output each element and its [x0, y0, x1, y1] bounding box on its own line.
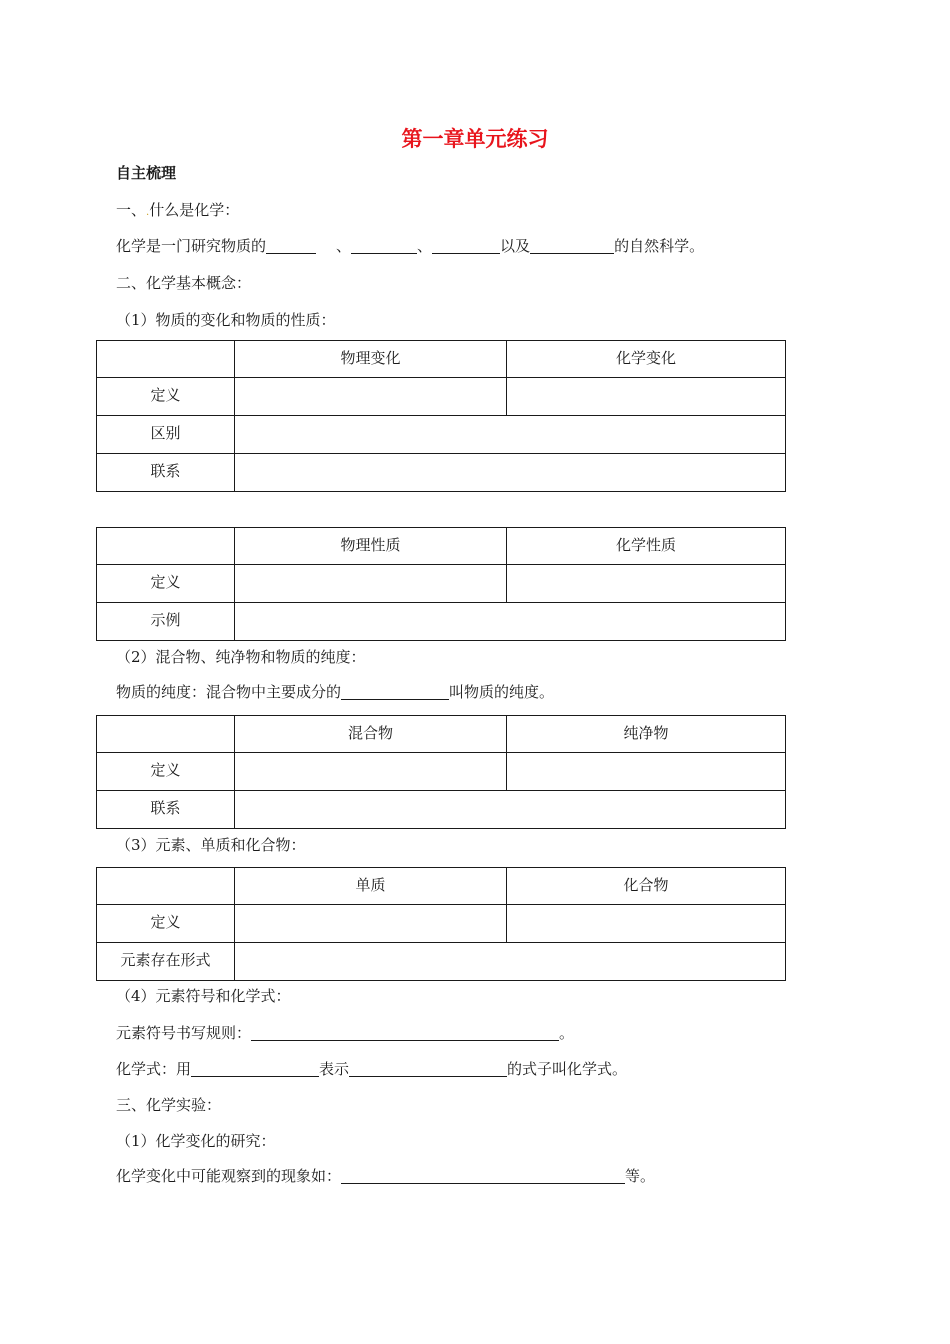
purity-text: 叫物质的纯度。	[449, 683, 555, 701]
fill-blank-4[interactable]	[530, 237, 614, 254]
symbol-rule	[116, 1023, 574, 1043]
table-cell[interactable]	[507, 378, 786, 416]
fill-blank-8[interactable]	[349, 1060, 507, 1077]
col-header: 混合物	[235, 716, 507, 753]
row-header: 定义	[97, 565, 235, 603]
page-title: 第一章单元练习	[401, 126, 549, 151]
separator: 、	[336, 237, 352, 255]
subsection-chem-change: （1）化学变化的研究：	[116, 1132, 276, 1150]
table-cell[interactable]	[235, 943, 786, 981]
rule-text: 。	[559, 1024, 575, 1042]
section-2-heading: 二、化学基本概念：	[116, 274, 252, 292]
col-header: 纯净物	[507, 716, 786, 753]
subsection-1-heading: （1）物质的变化和物质的性质：	[116, 311, 336, 329]
row-header: 联系	[97, 454, 235, 492]
table-cell[interactable]	[235, 416, 786, 454]
fill-blank-1[interactable]	[266, 237, 316, 254]
table-cell[interactable]	[507, 905, 786, 943]
fill-blank-5[interactable]	[341, 683, 449, 700]
fill-blank-9[interactable]	[341, 1167, 625, 1184]
table-cell[interactable]	[235, 454, 786, 492]
definition-text: 的自然科学。	[614, 237, 705, 255]
definition-text: 以及	[500, 237, 531, 255]
row-header: 定义	[97, 905, 235, 943]
col-header: 化学性质	[507, 528, 786, 565]
table-cell[interactable]	[235, 791, 786, 829]
row-header: 定义	[97, 753, 235, 791]
col-header: 单质	[235, 868, 507, 905]
table-cell[interactable]	[235, 905, 507, 943]
col-header: 物理性质	[235, 528, 507, 565]
separator: 、	[417, 237, 433, 255]
mixtures-table	[96, 715, 786, 829]
chemistry-definition	[116, 236, 704, 256]
formula-text: 的式子叫化学式。	[507, 1060, 628, 1078]
purity-definition	[116, 682, 554, 702]
definition-text: 化学是一门研究物质的	[116, 237, 267, 255]
fill-blank-6[interactable]	[251, 1024, 559, 1041]
table-cell[interactable]	[507, 753, 786, 791]
fill-blank-7[interactable]	[191, 1060, 319, 1077]
subsection-4-heading: （4）元素符号和化学式：	[116, 987, 291, 1005]
col-header: 化合物	[507, 868, 786, 905]
formula-text: 表示	[319, 1060, 350, 1078]
properties-table	[96, 527, 786, 641]
heading-text: 什么是化学：	[149, 201, 240, 219]
subsection-2-heading: （2）混合物、纯净物和物质的纯度：	[116, 648, 366, 666]
section-subtitle: 自主梳理	[116, 164, 177, 182]
phenomena-text: 等。	[625, 1167, 656, 1185]
table-cell[interactable]	[235, 753, 507, 791]
fill-blank-2[interactable]	[351, 237, 417, 254]
purity-text: 物质的纯度：混合物中主要成分的	[116, 683, 342, 701]
rule-text: 元素符号书写规则：	[116, 1024, 252, 1042]
section-1-heading	[116, 200, 239, 223]
table-cell[interactable]	[235, 565, 507, 603]
marker-dot: .	[146, 207, 150, 218]
subsection-3-heading: （3）元素、单质和化合物：	[116, 836, 306, 854]
table-cell[interactable]	[507, 565, 786, 603]
section-3-heading: 三、化学实验：	[116, 1096, 222, 1114]
table-cell[interactable]	[235, 378, 507, 416]
col-header: 物理变化	[235, 341, 507, 378]
row-header: 元素存在形式	[97, 943, 235, 981]
table-cell[interactable]	[235, 603, 786, 641]
row-header: 联系	[97, 791, 235, 829]
formula-definition	[116, 1059, 627, 1079]
elements-table	[96, 867, 786, 981]
row-header: 区别	[97, 416, 235, 454]
row-header: 定义	[97, 378, 235, 416]
row-header: 示例	[97, 603, 235, 641]
phenomena-text: 化学变化中可能观察到的现象如：	[116, 1167, 342, 1185]
heading-number: 一、	[116, 201, 147, 219]
fill-blank-3[interactable]	[432, 237, 500, 254]
phenomena-line	[116, 1166, 655, 1186]
col-header: 化学变化	[507, 341, 786, 378]
formula-text: 化学式：用	[116, 1060, 192, 1078]
changes-table	[96, 340, 786, 492]
